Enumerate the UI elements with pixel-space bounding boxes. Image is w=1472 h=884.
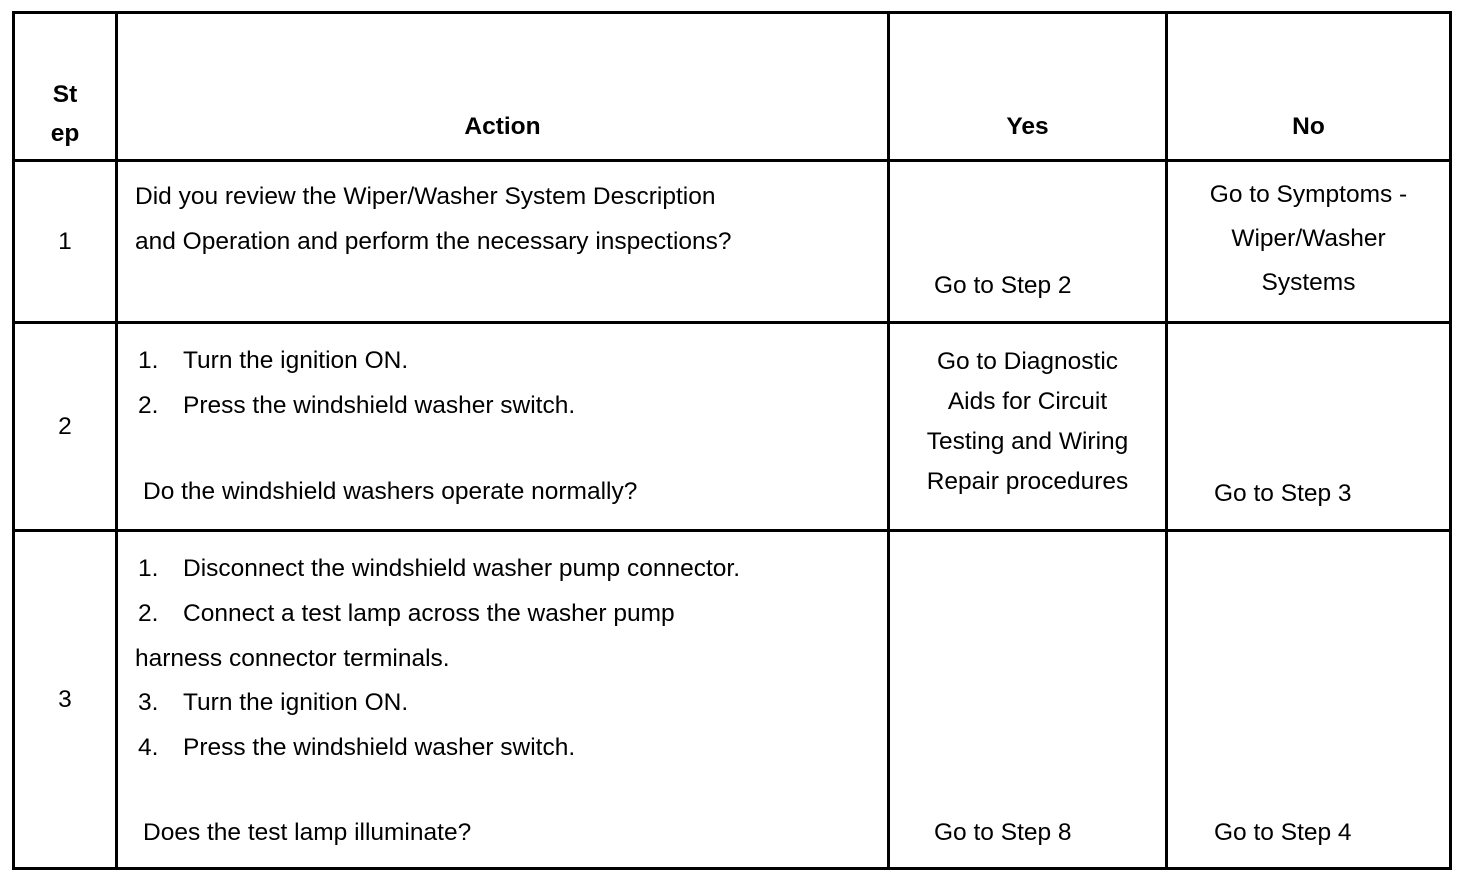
yes-result-line: Testing and Wiring [926,428,1129,455]
header-row [14,13,1451,161]
yes-cell [889,323,1167,531]
item-text: Turn the ignition ON. [183,689,409,716]
step-cell [14,531,117,869]
table-row [14,323,1451,531]
action-header: Action [464,113,541,140]
step-number: 3 [58,686,72,713]
yes-result-line: Repair procedures [926,468,1129,495]
step-header [15,75,115,153]
action-cell [117,531,889,869]
item-number: 2. [138,600,159,627]
action-cell [117,323,889,531]
item-text: Disconnect the windshield washer pump connector. [183,555,741,582]
item-number: 3. [138,689,159,716]
item-text: Press the windshield washer switch. [183,734,576,761]
table-row [14,531,1451,869]
no-result [1168,173,1449,305]
item-number: 1. [138,555,159,582]
action-line: Did you review the Wiper/Washer System Description [135,183,716,210]
item-number: 2. [138,392,159,419]
no-result-line: Wiper/Washer [1231,225,1386,252]
step-cell [14,323,117,531]
no-result: Go to Step 4 [1214,819,1352,846]
item-number: 4. [138,734,159,761]
yes-cell [889,161,1167,323]
no-cell [1167,161,1451,323]
no-cell [1167,531,1451,869]
action-question: Does the test lamp illuminate? [143,819,472,846]
item-number: 1. [138,347,159,374]
action-continuation: harness connector terminals. [135,645,450,672]
no-cell [1167,323,1451,531]
table-row [14,161,1451,323]
diagnostic-table [12,11,1452,870]
step-number: 2 [58,413,72,440]
action-question: Do the windshield washers operate normally? [143,478,638,505]
action-item [135,691,408,716]
yes-result [890,342,1165,502]
yes-cell [889,531,1167,869]
action-item [135,736,575,761]
no-result-line: Go to Symptoms - [1209,181,1408,208]
action-item [135,349,408,374]
yes-result: Go to Step 2 [934,272,1072,299]
yes-header: Yes [1006,113,1049,140]
action-line: and Operation and perform the necessary inspections? [135,228,732,255]
step-header-line2: ep [50,120,80,147]
step-header-line1: St [52,81,78,108]
item-text: Connect a test lamp across the washer pump [183,600,675,627]
action-item [135,557,740,582]
no-result-line: Systems [1261,269,1356,296]
step-number: 1 [58,228,72,255]
yes-result: Go to Step 8 [934,819,1072,846]
yes-result-line: Go to Diagnostic [936,348,1119,375]
action-cell [117,161,889,323]
step-cell [14,161,117,323]
yes-result-line: Aids for Circuit [947,388,1108,415]
action-item [135,602,675,627]
action-header-cell [117,13,889,161]
action-item [135,394,575,419]
yes-header-cell [889,13,1167,161]
no-result: Go to Step 3 [1214,480,1352,507]
item-text: Press the windshield washer switch. [183,392,576,419]
item-text: Turn the ignition ON. [183,347,409,374]
no-header-cell [1167,13,1451,161]
no-header: No [1292,113,1325,140]
step-header-cell [14,13,117,161]
